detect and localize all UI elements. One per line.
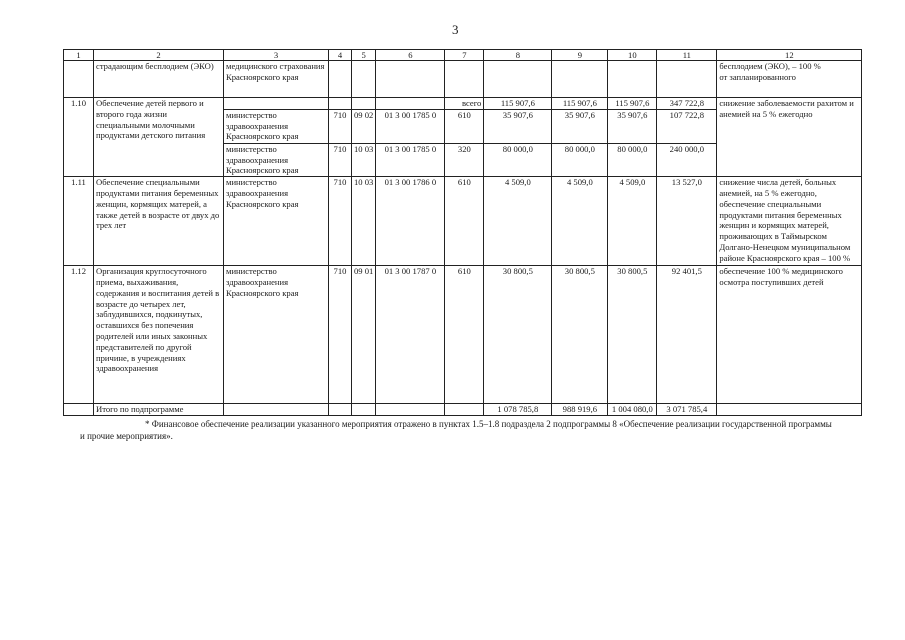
total-label: всего: [445, 98, 484, 110]
subprogram-activities-table: [63, 49, 862, 416]
continued-activity-name: страдающим бесплодием (ЭКО): [94, 61, 224, 98]
col-header-12: 12: [717, 50, 862, 61]
continued-result: [717, 61, 862, 98]
row-111-result: снижение числа детей, больных анемией, на 5 % ежегодно, обеспечение специальными продуктами питания беременных женщин и кормящих матерей, проживающих в Таймырском Долгано-Ненецком муниципальном районе Красноярского края – 100 %: [717, 177, 862, 266]
row-111-name: Обеспечение специальными продуктами питания беременных женщин, кормящих матерей, а также детей в возрасте от двух до трех лет: [94, 177, 224, 266]
subtotal-2019: 1 078 785,8: [484, 404, 552, 416]
row-110a-2021: 35 907,6: [608, 109, 657, 143]
row-111-2020: 4 509,0: [552, 177, 608, 266]
col-header-11: 11: [657, 50, 717, 61]
row-111-2019: 4 509,0: [484, 177, 552, 266]
col-header-3: 3: [224, 50, 329, 61]
page-number: 3: [452, 22, 459, 37]
row-110-result: снижение заболеваемости рахитом и анемией на 5 % ежегодно: [717, 98, 862, 177]
continued-executor: медицинского страхования Красноярского края: [224, 61, 329, 98]
col-header-10: 10: [608, 50, 657, 61]
row-110b-target-code: 01 3 00 1785 0: [376, 143, 445, 176]
row-110a-2020: 35 907,6: [552, 109, 608, 143]
row-110-number: 1.10: [64, 98, 94, 177]
row-110a-grbs: 710: [329, 109, 352, 143]
continued-result-bottom: от запланированного: [719, 71, 796, 82]
footnote-line-2: и прочие мероприятия».: [80, 431, 173, 441]
row-110a-executor: министерство здравоохранения Красноярского края: [224, 109, 329, 143]
row-112-name: Организация круглосуточного приема, выхаживания, содержания и воспитания детей в возрасте до четырех лет, заблудившихся, подкинутых, оставшихся без попечения родителей или иных законных представителей по другой причине, в учреждениях здравоохранения: [94, 266, 224, 404]
col-header-5: 5: [352, 50, 376, 61]
row-112-number: 1.12: [64, 266, 94, 404]
row-110b-period: 240 000,0: [657, 143, 717, 176]
row-110b-2019: 80 000,0: [484, 143, 552, 176]
row-112-expense-type: 610: [445, 266, 484, 404]
col-header-9: 9: [552, 50, 608, 61]
total-2019: 115 907,6: [484, 98, 552, 110]
row-110b-executor: министерство здравоохранения Красноярского края: [224, 143, 329, 176]
col-header-1: 1: [64, 50, 94, 61]
row-110b-2021: 80 000,0: [608, 143, 657, 176]
row-111-2021: 4 509,0: [608, 177, 657, 266]
row-111: [64, 177, 862, 266]
continued-result-top: бесплодием (ЭКО), – 100 %: [719, 61, 821, 71]
subtotal-row: [64, 404, 862, 416]
row-111-grbs: 710: [329, 177, 352, 266]
row-112-2020: 30 800,5: [552, 266, 608, 404]
subtotal-period: 3 071 785,4: [657, 404, 717, 416]
row-110-total: [64, 98, 862, 110]
footnote-line-1: * Финансовое обеспечение реализации указанного мероприятия отражено в пунктах 1.5–1.8 подраздела 2 подпрограммы 8 «Обеспечение реализации государственной программы: [145, 419, 832, 429]
col-header-4: 4: [329, 50, 352, 61]
row-110a-target-code: 01 3 00 1785 0: [376, 109, 445, 143]
row-110b-grbs: 710: [329, 143, 352, 176]
col-header-7: 7: [445, 50, 484, 61]
row-112-2021: 30 800,5: [608, 266, 657, 404]
row-110a-2019: 35 907,6: [484, 109, 552, 143]
row-112: [64, 266, 862, 404]
row-111-section: 10 03: [352, 177, 376, 266]
row-111-period: 13 527,0: [657, 177, 717, 266]
row-111-target-code: 01 3 00 1786 0: [376, 177, 445, 266]
total-2021: 115 907,6: [608, 98, 657, 110]
subtotal-2020: 988 919,6: [552, 404, 608, 416]
row-111-expense-type: 610: [445, 177, 484, 266]
row-110a-expense-type: 610: [445, 109, 484, 143]
col-header-8: 8: [484, 50, 552, 61]
subtotal-2021: 1 004 080,0: [608, 404, 657, 416]
row-112-period: 92 401,5: [657, 266, 717, 404]
footnote: [80, 418, 880, 442]
row-112-executor: министерство здравоохранения Красноярского края: [224, 266, 329, 404]
row-110b-section: 10 03: [352, 143, 376, 176]
col-header-2: 2: [94, 50, 224, 61]
row-111-number: 1.11: [64, 177, 94, 266]
row-112-target-code: 01 3 00 1787 0: [376, 266, 445, 404]
row-112-section: 09 01: [352, 266, 376, 404]
row-110a-section: 09 02: [352, 109, 376, 143]
row-111-executor: министерство здравоохранения Красноярского края: [224, 177, 329, 266]
row-110a-period: 107 722,8: [657, 109, 717, 143]
col-header-6: 6: [376, 50, 445, 61]
row-110b-expense-type: 320: [445, 143, 484, 176]
continuation-row: [64, 61, 862, 98]
subtotal-label: Итого по подпрограмме: [94, 404, 224, 416]
row-112-result: обеспечение 100 % медицинского осмотра поступивших детей: [717, 266, 862, 404]
total-2020: 115 907,6: [552, 98, 608, 110]
total-period: 347 722,8: [657, 98, 717, 110]
row-112-2019: 30 800,5: [484, 266, 552, 404]
row-110b-2020: 80 000,0: [552, 143, 608, 176]
column-number-row: [64, 50, 862, 61]
row-112-grbs: 710: [329, 266, 352, 404]
row-110-name: Обеспечение детей первого и второго года жизни специальными молочными продуктами детского питания: [94, 98, 224, 177]
